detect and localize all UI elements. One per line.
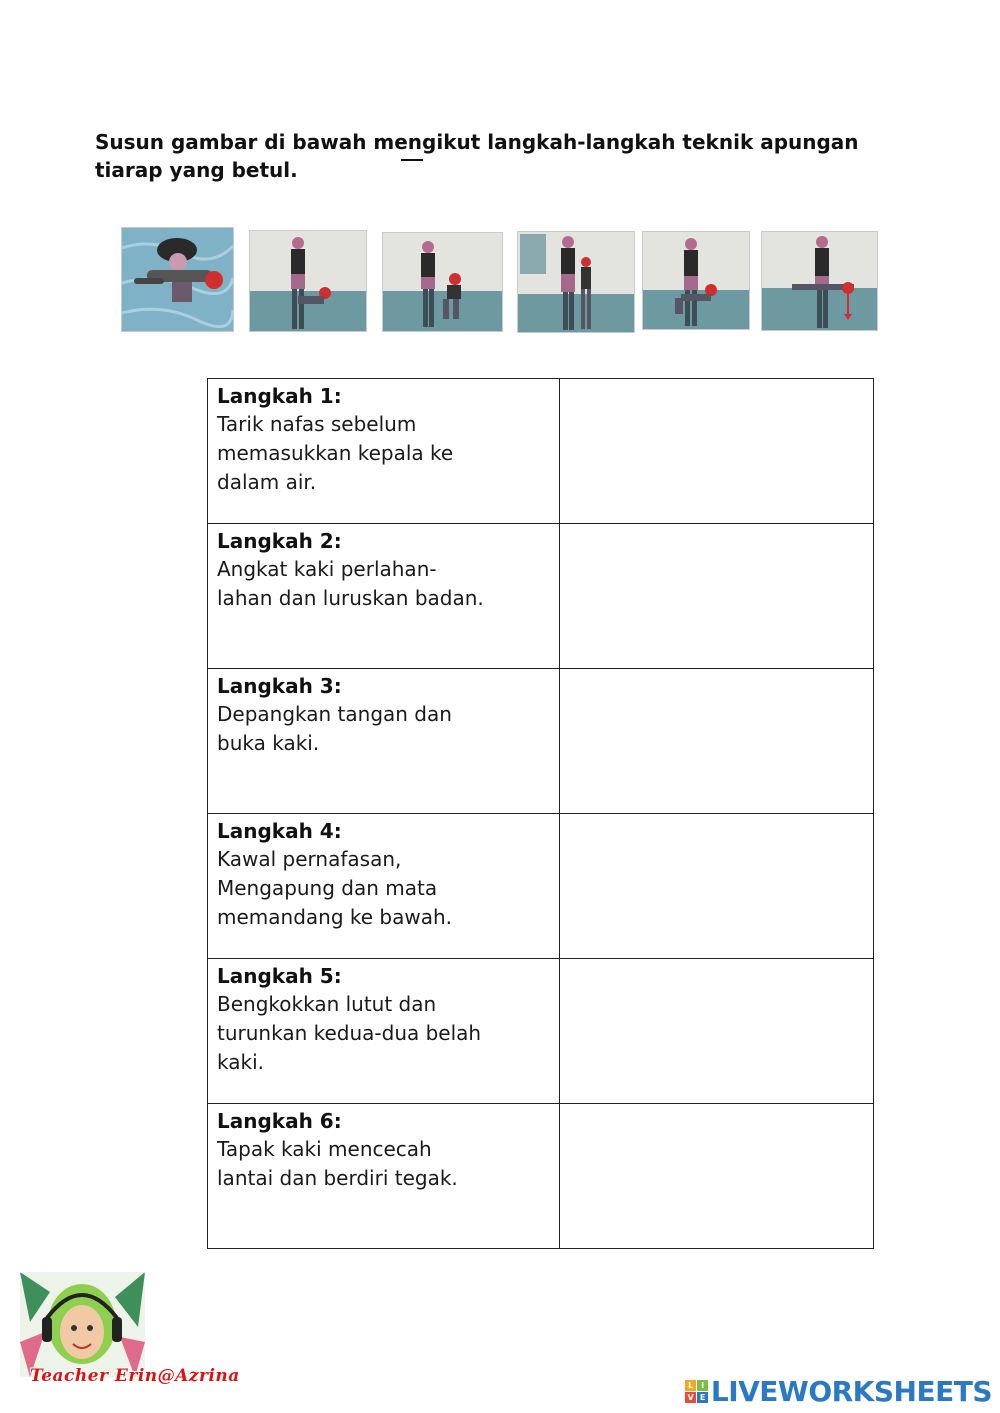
step-title: Langkah 4: [217, 819, 342, 843]
top-view-floating-photo[interactable] [121, 227, 234, 332]
step-title: Langkah 2: [217, 529, 342, 553]
answer-drop-zone[interactable] [560, 814, 874, 959]
answer-drop-zone[interactable] [560, 524, 874, 669]
step-text: Tapak kaki mencecah lantai dan berdiri tegak. [217, 1137, 458, 1190]
answer-drop-zone[interactable] [560, 959, 874, 1104]
step-description-cell [208, 669, 560, 814]
step-text: Bengkokkan lutut dan turunkan kedua-dua belah kaki. [217, 992, 482, 1074]
step-description-cell [208, 1104, 560, 1249]
brand-name: LIVEWORKSHEETS [710, 1375, 992, 1408]
step-title: Langkah 1: [217, 384, 342, 408]
teacher-avatar [20, 1272, 145, 1377]
step-description-cell [208, 959, 560, 1104]
step-row [208, 669, 874, 814]
step-row [208, 379, 874, 524]
answer-drop-zone[interactable] [560, 669, 874, 814]
step-row [208, 524, 874, 669]
liveworksheets-logo[interactable] [685, 1375, 992, 1408]
step-text: Tarik nafas sebelum memasukkan kepala ke dalam air. [217, 412, 454, 494]
standing-pair-photo[interactable] [517, 231, 635, 333]
underline-mark [401, 159, 423, 161]
step-text: Kawal pernafasan, Mengapung dan mata memandang ke bawah. [217, 847, 453, 929]
liveworksheets-logo-icon: L I V E [685, 1380, 708, 1403]
instruction-text: Susun gambar di bawah mengikut langkah-langkah teknik apungan tiarap yang betul. [95, 130, 859, 182]
step-text: Angkat kaki perlahan- lahan dan luruskan badan. [217, 557, 484, 610]
spread-arms-photo[interactable] [761, 231, 878, 331]
step-title: Langkah 5: [217, 964, 342, 988]
answer-drop-zone[interactable] [560, 1104, 874, 1249]
step-row [208, 1104, 874, 1249]
step-title: Langkah 6: [217, 1109, 342, 1133]
lift-legs-photo[interactable] [642, 231, 750, 330]
step-row [208, 814, 874, 959]
step-row [208, 959, 874, 1104]
steps-table [207, 378, 874, 1249]
step-description-cell [208, 379, 560, 524]
step-text: Depangkan tangan dan buka kaki. [217, 702, 452, 755]
assisted-float-photo[interactable] [249, 230, 367, 332]
step-title: Langkah 3: [217, 674, 342, 698]
step-description-cell [208, 524, 560, 669]
step-description-cell [208, 814, 560, 959]
lowering-legs-photo[interactable] [382, 232, 503, 332]
teacher-caption: Teacher Erin@Azrina [30, 1366, 240, 1386]
answer-drop-zone[interactable] [560, 379, 874, 524]
